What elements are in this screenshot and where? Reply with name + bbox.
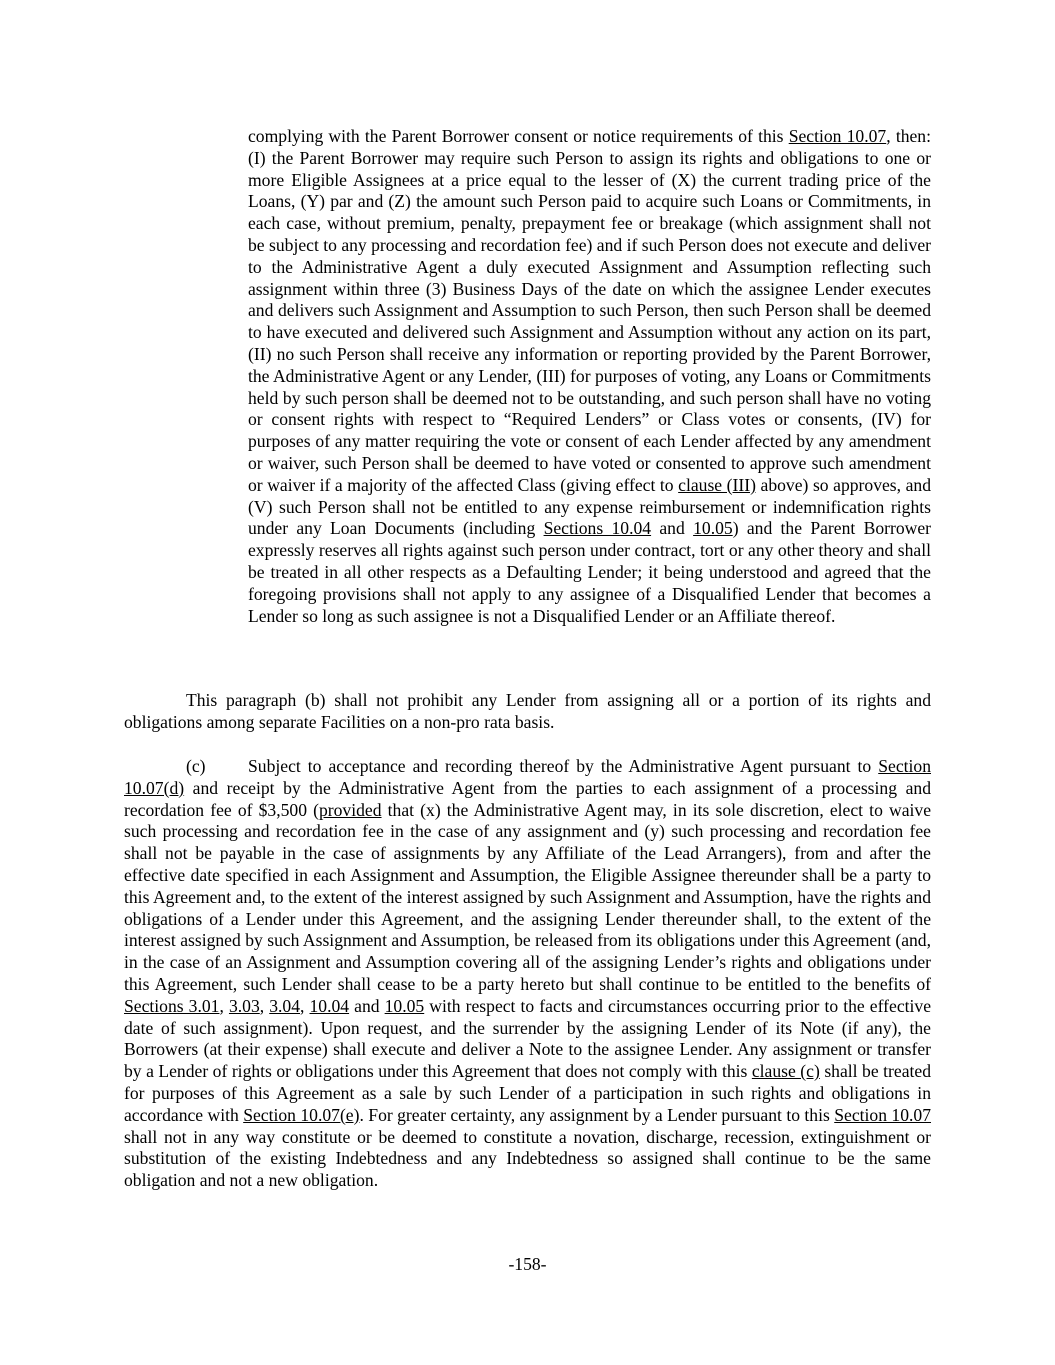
text-run: complying with the Parent Borrower consent or notice requirements of this [248,126,789,146]
text-run: with respect to facts and circumstances occurring prior to the effective date of such assignment). Upon request, and the surrender by the assigning Lender of its Note (if any), the Borrowers (at their expense) shall execute and deliver a Note to the assignee Lender. Any assignment or transfer by a Lender of rights or obligations under this Agreement that does not comply with this [124,995,932,1082]
section-reference: Sections 3.01 [124,995,220,1016]
section-reference: Section 10.07 [834,1104,931,1125]
section-reference: Section 10.07(d) [124,756,931,798]
section-reference: 3.03 [228,995,260,1016]
defined-term: provided [318,799,382,820]
section-reference: Section 10.07(e) [243,1104,360,1125]
text-run: This paragraph (b) shall not prohibit any Lender from assigning all or a portion of its rights and obligations among separate Facilities on a non-pro rata basis. [124,690,931,732]
section-reference: 10.04 [309,995,350,1016]
section-reference: 10.05 [384,995,425,1016]
page-number: -158- [508,1254,547,1274]
text-run: above) so approves, and (V) such Person shall not be entitled to any expense reimbursement or indemnification rights under any Loan Documents (including [248,474,932,539]
text-run: , [259,995,270,1016]
text-run: that (x) the Administrative Agent may, in its sole discretion, elect to waive such processing and recordation fee in the case of any assignment and (y) such processing and recordation fee shall not be payable in the case of assignments by any Affiliate of the Lead Arrangers), from and after the effective date specified in each Assignment and Assumption, the Eligible Assignee thereunder shall be a party to this Agreement and, to the extent of the interest assigned by such Assignment and Assumption, have the rights and obligations of a Lender under this Agreement, and the assigning Lender thereunder shall, to the extent of the interest assigned by such Assignment and Assumption, be released from its obligations under this Agreement (and, in the case of an Assignment and Assumption covering all of the assigning Lender’s rights and obligations under this Agreement, such Lender shall cease to be a party hereto but shall continue to be entitled to the benefits of [124,799,931,994]
section-reference: Section 10.07 [788,126,887,146]
section-reference: Sections 10.04 [543,518,652,539]
clause-reference: clause (III) [678,474,756,495]
text-run: and [651,518,694,539]
text-run: , [219,995,229,1016]
text-run: Subject to acceptance and recording thereof by the Administrative Agent pursuant to [248,756,879,776]
text-run: ) and the Parent Borrower expressly reserves all rights against such person under contract, tort or any other theory and shall be treated in all other respects as a Defaulting Lender; it being understood and agreed that the foregoing provisions shall not apply to any assignee of a Disqualified Lender that becomes a Lender so long as such assignee is not a Disqualified Lender or an Affiliate thereof. [248,518,932,626]
paragraph-label: (c) [186,756,206,776]
paragraph-b-note [124,690,931,734]
text-run: and receipt by the Administrative Agent from the parties to each assignment of a processing and recordation fee of $3,500 ( [124,777,931,820]
text-run: . For greater certainty, any assignment by a Lender pursuant to this [359,1104,835,1125]
text-run: , then: (I) the Parent Borrower may require such Person to assign its rights and obligations to one or more Eligible Assignees at a price equal to the lesser of (X) the current trading price of the Loans, (Y) par and (Z) the amount such Person paid to acquire such Loans or Commitments, in each case, without premium, penalty, prepayment fee or breakage (which assignment shall not be subject to any processing and recordation fee) and if such Person does not execute and deliver to the Administrative Agent a duly executed Assignment and Assumption reflecting such assignment within three (3) Business Days of the date on which the assignee Lender executes and delivers such Assignment and Assumption to such Person, then such Person shall be deemed to have executed and delivered such Assignment and Assumption without any action on its part, (II) no such Person shall receive any information or reporting provided by the Parent Borrower, the Administrative Agent or any Lender, (III) for purposes of voting, any Loans or Commitments held by such person shall be deemed not to be outstanding, and such person shall have no voting or consent rights with respect to “Required Lenders” or Class votes or consents, (IV) for purposes of any matter requiring the vote or consent of each Lender affected by any amendment or waiver, such Person shall be deemed to have voted or consented to approve such amendment or waiver if a majority of the affected Class (giving effect to [248,126,931,495]
section-reference: 10.05 [693,518,733,539]
text-run: shall be treated for purposes of this Agreement as a sale by such Lender of a participation in such rights and obligations in accordance with [124,1061,931,1125]
text-run: and [349,995,385,1016]
section-reference: 3.04 [269,995,301,1016]
text-run: shall not in any way constitute or be deemed to constitute a novation, discharge, recession, extinguishment or substitution of the existing Indebtedness and any Indebtedness so assigned shall continue to be the same obligation and not a new obligation. [124,1126,931,1191]
paragraph-continuation [248,126,931,627]
clause-reference: clause (c) [751,1061,820,1082]
text-run: , [300,995,310,1016]
paragraph-c [124,756,931,1192]
